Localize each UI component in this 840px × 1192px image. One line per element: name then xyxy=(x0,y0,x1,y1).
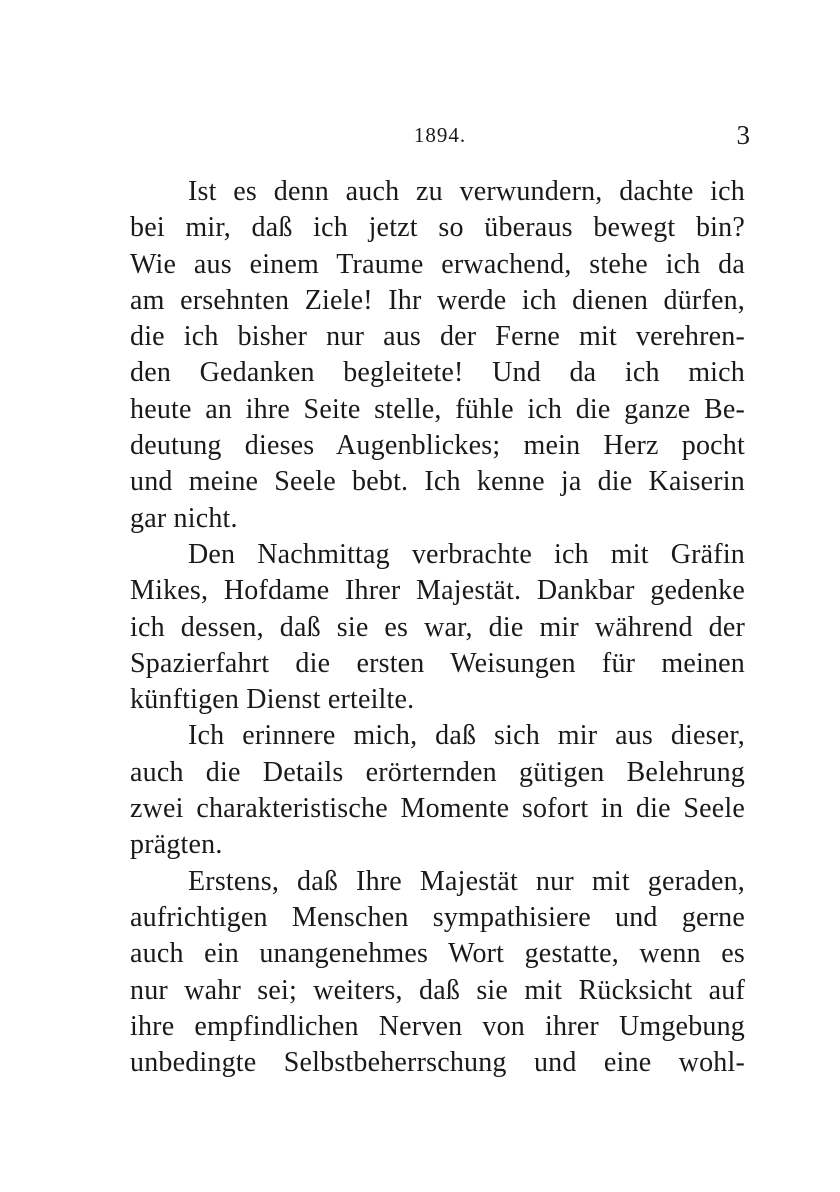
text-line: und meine Seele bebt. Ich kenne ja die Kaiserin xyxy=(130,466,745,498)
text-line: Ich erinnere mich, daß sich mir aus dieser, xyxy=(188,720,745,752)
text-line: am ersehnten Ziele! Ihr werde ich dienen dürfen, xyxy=(130,284,745,316)
text-line: gar nicht. xyxy=(130,502,238,534)
text-line: die ich bisher nur aus der Ferne mit verehren- xyxy=(130,321,745,353)
text-line: ihre empfindlichen Nerven von ihrer Umgebung xyxy=(130,1010,745,1042)
text-line: unbedingte Selbstbeherrschung und eine wohl- xyxy=(130,1047,745,1079)
text-line: Den Nachmittag verbrachte ich mit Gräfin xyxy=(188,538,745,570)
text-line: aufrichtigen Menschen sympathisiere und gerne xyxy=(130,901,745,933)
text-line: auch ein unangenehmes Wort gestatte, wenn es xyxy=(130,938,745,970)
page-number: 3 xyxy=(736,120,750,150)
text-line: auch die Details erörternden gütigen Belehrung xyxy=(130,756,745,788)
text-line: Erstens, daß Ihre Majestät nur mit geraden, xyxy=(188,865,745,897)
text-line: zwei charakteristische Momente sofort in die Seele xyxy=(130,793,745,825)
text-line: heute an ihre Seite stelle, fühle ich die ganze Be- xyxy=(130,393,745,425)
text-line: Mikes, Hofdame Ihrer Majestät. Dankbar gedenke xyxy=(130,575,745,607)
text-line: künftigen Dienst erteilte. xyxy=(130,684,415,716)
text-line: bei mir, daß ich jetzt so überaus bewegt bin? xyxy=(130,212,745,244)
text-line: nur wahr sei; weiters, daß sie mit Rücksicht auf xyxy=(130,974,745,1006)
text-line: Ist es denn auch zu verwundern, dachte ich xyxy=(188,176,745,207)
text-line: deutung dieses Augenblickes; mein Herz pocht xyxy=(130,430,745,462)
text-line: prägten. xyxy=(130,829,223,861)
running-head xyxy=(130,118,750,152)
text-line: Spazierfahrt die ersten Weisungen für meinen xyxy=(130,647,745,679)
text-line: ich dessen, daß sie es war, die mir während der xyxy=(130,611,745,643)
header-year: 1894. xyxy=(413,123,467,147)
body-text xyxy=(130,174,745,1081)
text-line: den Gedanken begleitete! Und da ich mich xyxy=(130,357,745,389)
text-line: Wie aus einem Traume erwachend, stehe ich da xyxy=(130,248,745,280)
